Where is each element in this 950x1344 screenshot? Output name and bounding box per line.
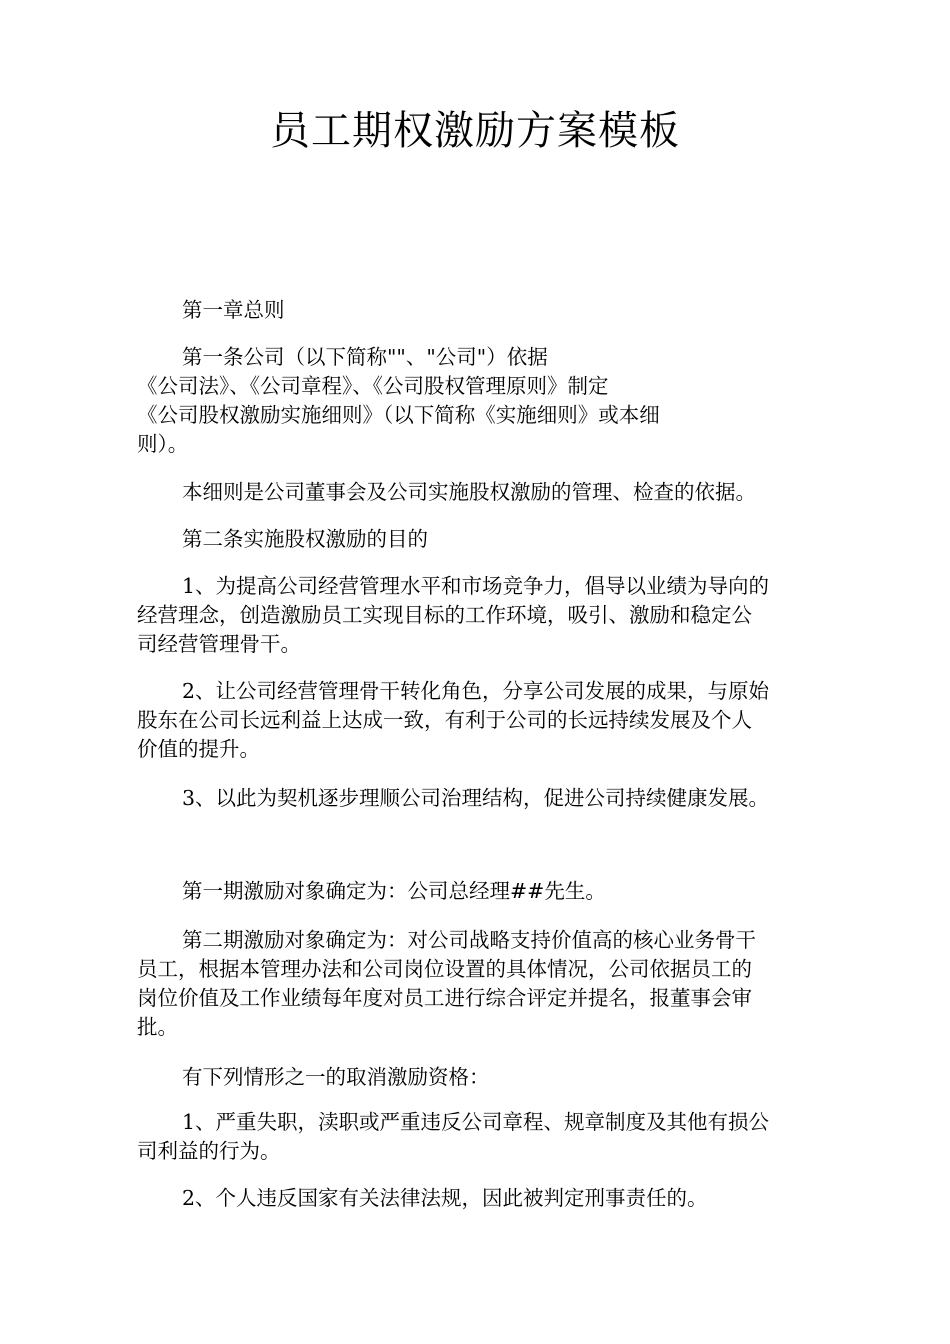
document-title: 员工期权激励方案模板 — [270, 108, 680, 154]
chapter-heading — [137, 296, 827, 325]
text-line: 经营理念，创造激励员工实现目标的工作环境，吸引、激励和稳定公 — [137, 603, 752, 627]
article-1-paragraph — [137, 343, 827, 459]
text-line: 2、让公司经营管理骨干转化角色，分享公司发展的成果，与原始 — [182, 679, 770, 703]
text-line: 司经营管理骨干。 — [137, 632, 301, 656]
article-2-heading — [137, 525, 827, 554]
text-line: 司利益的行为。 — [137, 1139, 281, 1163]
text-line: 第二条实施股权激励的目的 — [182, 527, 428, 551]
text-line: 岗位价值及工作业绩每年度对员工进行综合评定并提名，报董事会审 — [137, 986, 752, 1010]
text-line: 第二期激励对象确定为：对公司战略支持价值高的核心业务骨干 — [182, 928, 756, 952]
text-line: 3、以此为契机逐步理顺公司治理结构，促进公司持续健康发展。 — [182, 786, 770, 810]
purpose-item-2 — [137, 677, 827, 764]
text-line: 本细则是公司董事会及公司实施股权激励的管理、检查的依据。 — [182, 480, 756, 504]
rules-basis-paragraph — [137, 478, 827, 507]
text-line: 2、个人违反国家有关法律法规，因此被判定刑事责任的。 — [182, 1186, 708, 1210]
purpose-item-3 — [137, 784, 827, 813]
text-line: 第一条公司（以下简称""、"公司"）依据 — [182, 345, 548, 369]
disqualification-heading — [137, 1063, 827, 1092]
text-line: 股东在公司长远利益上达成一致，有利于公司的长远持续发展及个人 — [137, 708, 752, 732]
purpose-item-1 — [137, 572, 827, 659]
text-line: 第一章总则 — [182, 298, 285, 322]
phase-2-paragraph — [137, 926, 827, 1042]
disqualification-item-1 — [137, 1108, 827, 1166]
text-line: 《公司股权激励实施细则》（以下简称《实施细则》或本细 — [137, 403, 660, 427]
disqualification-item-2 — [137, 1184, 827, 1213]
text-line: 员工，根据本管理办法和公司岗位设置的具体情况，公司依据员工的 — [137, 957, 752, 981]
text-line: 《公司法》、《公司章程》、《公司股权管理原则》制定 — [137, 374, 609, 398]
text-line: 第一期激励对象确定为：公司总经理##先生。 — [182, 879, 606, 903]
text-line: 批。 — [137, 1015, 178, 1039]
phase-1-paragraph — [137, 877, 827, 906]
text-line: 1、严重失职，渎职或严重违反公司章程、规章制度及其他有损公 — [182, 1110, 770, 1134]
text-line: 有下列情形之一的取消激励资格： — [182, 1065, 490, 1089]
text-line: 价值的提升。 — [137, 737, 260, 761]
text-line: 1、为提高公司经营管理水平和市场竞争力，倡导以业绩为导向的 — [182, 574, 770, 598]
text-line: 则）。 — [137, 432, 189, 456]
